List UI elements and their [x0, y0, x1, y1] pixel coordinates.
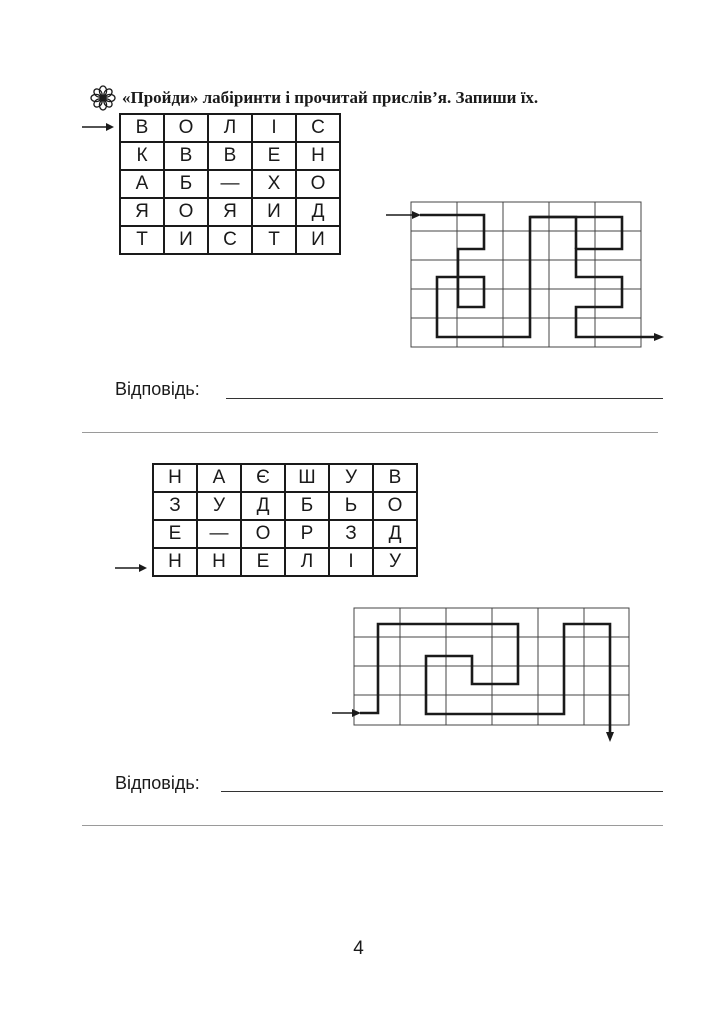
grid-cell: Л: [208, 114, 252, 142]
section-divider: [82, 825, 663, 826]
grid-cell: О: [241, 520, 285, 548]
grid-cell: Б: [164, 170, 208, 198]
maze1-exit-arrowhead: [654, 333, 664, 341]
maze2-entry-arrow: [113, 561, 149, 575]
maze2-start-arrowhead: [352, 709, 361, 717]
grid-cell: У: [197, 492, 241, 520]
table-row: [120, 142, 340, 170]
grid-cell: І: [329, 548, 373, 576]
grid-cell: Д: [296, 198, 340, 226]
grid-cell: Я: [208, 198, 252, 226]
grid-cell: В: [208, 142, 252, 170]
table-row: [120, 226, 340, 254]
maze1-entry-arrow: [80, 120, 116, 134]
table-row: [153, 492, 417, 520]
grid-cell: Н: [296, 142, 340, 170]
grid-cell: У: [373, 548, 417, 576]
grid-cell: Ь: [329, 492, 373, 520]
grid-cell: Б: [285, 492, 329, 520]
maze1-start-arrowhead: [412, 211, 421, 219]
grid-cell: О: [164, 198, 208, 226]
grid-cell: Д: [373, 520, 417, 548]
maze2-exit-arrowhead: [606, 732, 614, 742]
grid-cell: В: [120, 114, 164, 142]
answer1-input-line[interactable]: [226, 398, 663, 399]
table-row: [120, 170, 340, 198]
grid-cell: К: [120, 142, 164, 170]
grid-cell: —: [197, 520, 241, 548]
grid-cell: І: [252, 114, 296, 142]
grid-cell: З: [329, 520, 373, 548]
grid-cell: Я: [120, 198, 164, 226]
grid-cell: Т: [120, 226, 164, 254]
grid-cell: Х: [252, 170, 296, 198]
maze2-path-diagram: [330, 600, 640, 750]
grid-cell: С: [208, 226, 252, 254]
maze1-path-diagram: [380, 195, 680, 355]
grid-cell: И: [164, 226, 208, 254]
grid-cell: —: [208, 170, 252, 198]
grid-cell: О: [164, 114, 208, 142]
grid-cell: Л: [285, 548, 329, 576]
grid-cell: Є: [241, 464, 285, 492]
grid-cell: Д: [241, 492, 285, 520]
table-row: [153, 464, 417, 492]
grid-cell: Е: [252, 142, 296, 170]
maze2-path: [360, 624, 610, 734]
table-row: [153, 520, 417, 548]
grid-cell: Н: [153, 464, 197, 492]
grid-cell: Т: [252, 226, 296, 254]
table-row: [153, 548, 417, 576]
answer2-input-line[interactable]: [221, 791, 663, 792]
grid-cell: Е: [153, 520, 197, 548]
table-row: [120, 198, 340, 226]
section-divider: [82, 432, 658, 433]
grid-cell: Н: [197, 548, 241, 576]
grid-cell: И: [296, 226, 340, 254]
grid-cell: О: [296, 170, 340, 198]
grid-cell: О: [373, 492, 417, 520]
grid-cell: Е: [241, 548, 285, 576]
grid-cell: Р: [285, 520, 329, 548]
grid-cell: А: [120, 170, 164, 198]
maze2-letter-grid: [152, 463, 418, 577]
grid-cell: В: [164, 142, 208, 170]
grid-cell: Н: [153, 548, 197, 576]
answer2-label: Відповідь:: [115, 773, 200, 793]
flower-icon: [90, 85, 116, 111]
answer1-label: Відповідь:: [115, 379, 200, 399]
table-row: [120, 114, 340, 142]
page-number: 4: [353, 938, 364, 959]
task-instruction: «Пройди» лабіринти і прочитай прислів’я. Запиши їх.: [122, 88, 539, 107]
maze1-letter-grid: [119, 113, 341, 255]
maze1-path: [420, 215, 576, 337]
grid-cell: И: [252, 198, 296, 226]
grid-cell: А: [197, 464, 241, 492]
grid-cell: Ш: [285, 464, 329, 492]
grid-cell: С: [296, 114, 340, 142]
grid-cell: З: [153, 492, 197, 520]
grid-cell: В: [373, 464, 417, 492]
grid-cell: У: [329, 464, 373, 492]
